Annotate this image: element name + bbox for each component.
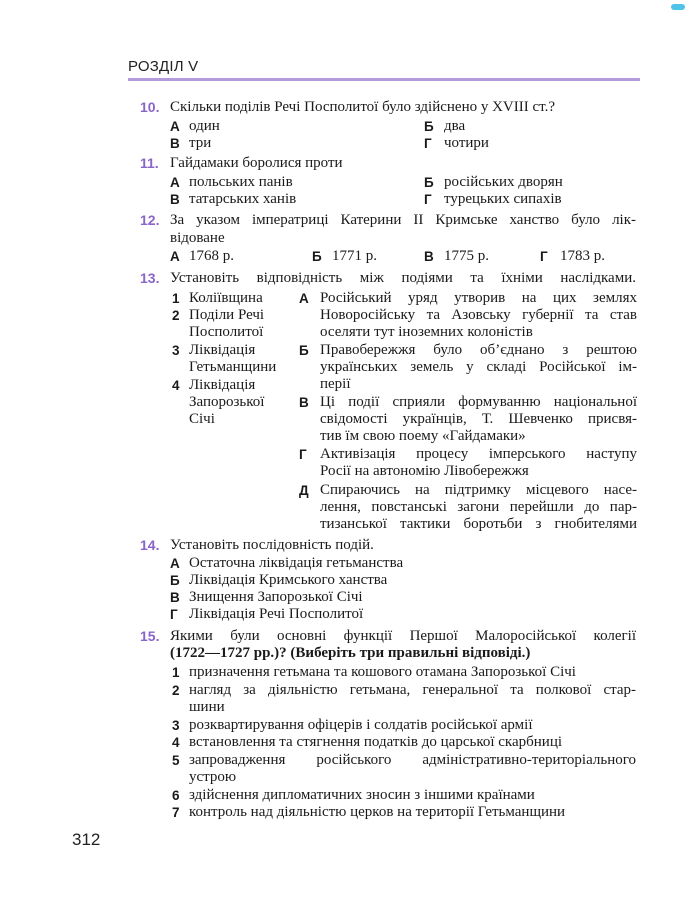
option-label: Б <box>170 573 180 588</box>
event-text: Ліквідація <box>189 377 256 393</box>
option-label: Г <box>170 607 178 622</box>
option-label: Г <box>424 192 432 207</box>
question-number: 15. <box>140 628 160 644</box>
event-label: 1 <box>172 291 180 306</box>
question-number: 11. <box>140 155 159 171</box>
option-label: Б <box>424 119 434 134</box>
event-text: Поділи Речі <box>189 307 265 323</box>
consequence-text: Активізація процесу імперського наступу <box>320 446 637 462</box>
event-text: Коліївщина <box>189 290 263 306</box>
question-number: 12. <box>140 212 160 228</box>
option-text: 1775 р. <box>444 248 489 264</box>
option-label: А <box>170 249 180 264</box>
option-text: турецьких сипахів <box>444 191 562 207</box>
option-label: Г <box>424 136 432 151</box>
option-text: 1771 р. <box>332 248 377 264</box>
option-text: Ліквідація Речі Посполитої <box>189 606 364 622</box>
option-text: устрою <box>189 769 237 785</box>
publisher-logo-icon <box>671 4 685 10</box>
question-text: Установіть відповідність між подіями та їхніми наслідками. <box>170 270 636 286</box>
event-text: Посполитої <box>189 324 264 340</box>
consequence-text: перії <box>320 376 351 392</box>
event-text: Січі <box>189 411 215 427</box>
option-label: 1 <box>172 665 180 680</box>
option-text: Ліквідація Кримського ханства <box>189 572 388 588</box>
option-label: Б <box>424 175 434 190</box>
option-text: встановлення та стягнення податків до царської скарбниці <box>189 734 563 750</box>
option-text: нагляд за діяльністю гетьмана, генеральної та полкової стар- <box>189 682 636 698</box>
consequence-text: тив їм свою поему «Гайдамаки» <box>320 428 526 444</box>
header-divider <box>128 78 640 81</box>
option-text: Знищення Запорозької Січі <box>189 589 363 605</box>
consequence-text: Спираючись на підтримку місцевого насе- <box>320 482 637 498</box>
question-text: Скільки поділів Речі Посполитої було здійснено у XVIII ст.? <box>170 99 555 115</box>
consequence-label: Г <box>299 447 307 462</box>
option-label: Б <box>312 249 322 264</box>
consequence-label: Д <box>299 483 309 498</box>
option-text: розквартирування офіцерів і солдатів російської армії <box>189 717 533 733</box>
question-text: Установіть послідовність подій. <box>170 537 374 553</box>
question-number: 14. <box>140 537 160 553</box>
option-text: 1768 р. <box>189 248 234 264</box>
option-text: шини <box>189 699 225 715</box>
consequence-text: Російський уряд утворив на цих землях <box>320 290 637 306</box>
option-text: Остаточна ліквідація гетьманства <box>189 555 404 571</box>
option-label: 6 <box>172 788 180 803</box>
option-label: В <box>170 590 180 605</box>
option-label: А <box>170 556 180 571</box>
question-text: За указом імператриці Катерини II Кримське ханство було лік- <box>170 212 636 228</box>
event-text: Ліквідація <box>189 342 256 358</box>
question-number: 13. <box>140 270 160 286</box>
question-text: (1722—1727 рр.)? (Виберіть три правильні відповіді.) <box>170 645 531 661</box>
consequence-text: Новоросійську та Азовську губернії та став <box>320 307 637 323</box>
option-label: А <box>170 175 180 190</box>
page-number: 312 <box>72 830 101 849</box>
event-label: 3 <box>172 343 180 358</box>
option-text: три <box>189 135 212 151</box>
event-label: 2 <box>172 308 180 323</box>
event-label: 4 <box>172 378 180 393</box>
option-text: контроль над діяльністю церков на території Гетьманщини <box>189 804 566 820</box>
option-label: В <box>170 136 180 151</box>
option-label: 7 <box>172 805 180 820</box>
option-text: два <box>444 118 466 134</box>
option-text: татарських ханів <box>189 191 297 207</box>
option-text: 1783 р. <box>560 248 605 264</box>
consequence-text: свідомості українців, Т. Шевченко присвя- <box>320 411 637 427</box>
option-text: один <box>189 118 220 134</box>
question-text: Якими були основні функції Першої Малоросійської колегії <box>170 628 636 644</box>
question-text: відоване <box>170 230 225 246</box>
consequence-label: В <box>299 395 309 410</box>
event-text: Гетьманщини <box>189 359 277 375</box>
event-text: Запорозької <box>189 394 265 410</box>
option-text: призначення гетьмана та кошового отамана Запорозької Січі <box>189 664 576 680</box>
option-label: В <box>424 249 434 264</box>
option-label: 4 <box>172 735 180 750</box>
consequence-label: А <box>299 291 309 306</box>
option-text: російських дворян <box>444 174 563 190</box>
consequence-text: оселяти тут іноземних колоністів <box>320 324 533 340</box>
consequence-text: українських земель у складі Російської ім- <box>320 359 637 375</box>
option-label: 2 <box>172 683 180 698</box>
option-label: В <box>170 192 180 207</box>
option-text: здійснення дипломатичних зносин з іншими країнами <box>189 787 535 803</box>
question-number: 10. <box>140 99 160 115</box>
consequence-label: Б <box>299 343 309 358</box>
option-text: польських панів <box>189 174 293 190</box>
option-label: 3 <box>172 718 180 733</box>
section-title: РОЗДІЛ V <box>128 58 199 75</box>
question-text: Гайдамаки боролися проти <box>170 155 343 171</box>
option-label: А <box>170 119 180 134</box>
consequence-text: тизанської тактики боротьби з гнобителями <box>320 516 637 532</box>
consequence-text: Росії на автономію Лівобережжя <box>320 463 529 479</box>
consequence-text: лення, повстанські загони перейшли до пар- <box>320 499 637 515</box>
option-text: чотири <box>444 135 489 151</box>
consequence-text: Ці події сприяли формуванню національної <box>320 394 637 410</box>
option-label: 5 <box>172 753 180 768</box>
consequence-text: Правобережжя було об’єднано з рештою <box>320 342 637 358</box>
option-text: запровадження російського адміністративно-територіального <box>189 752 636 768</box>
option-label: Г <box>540 249 548 264</box>
